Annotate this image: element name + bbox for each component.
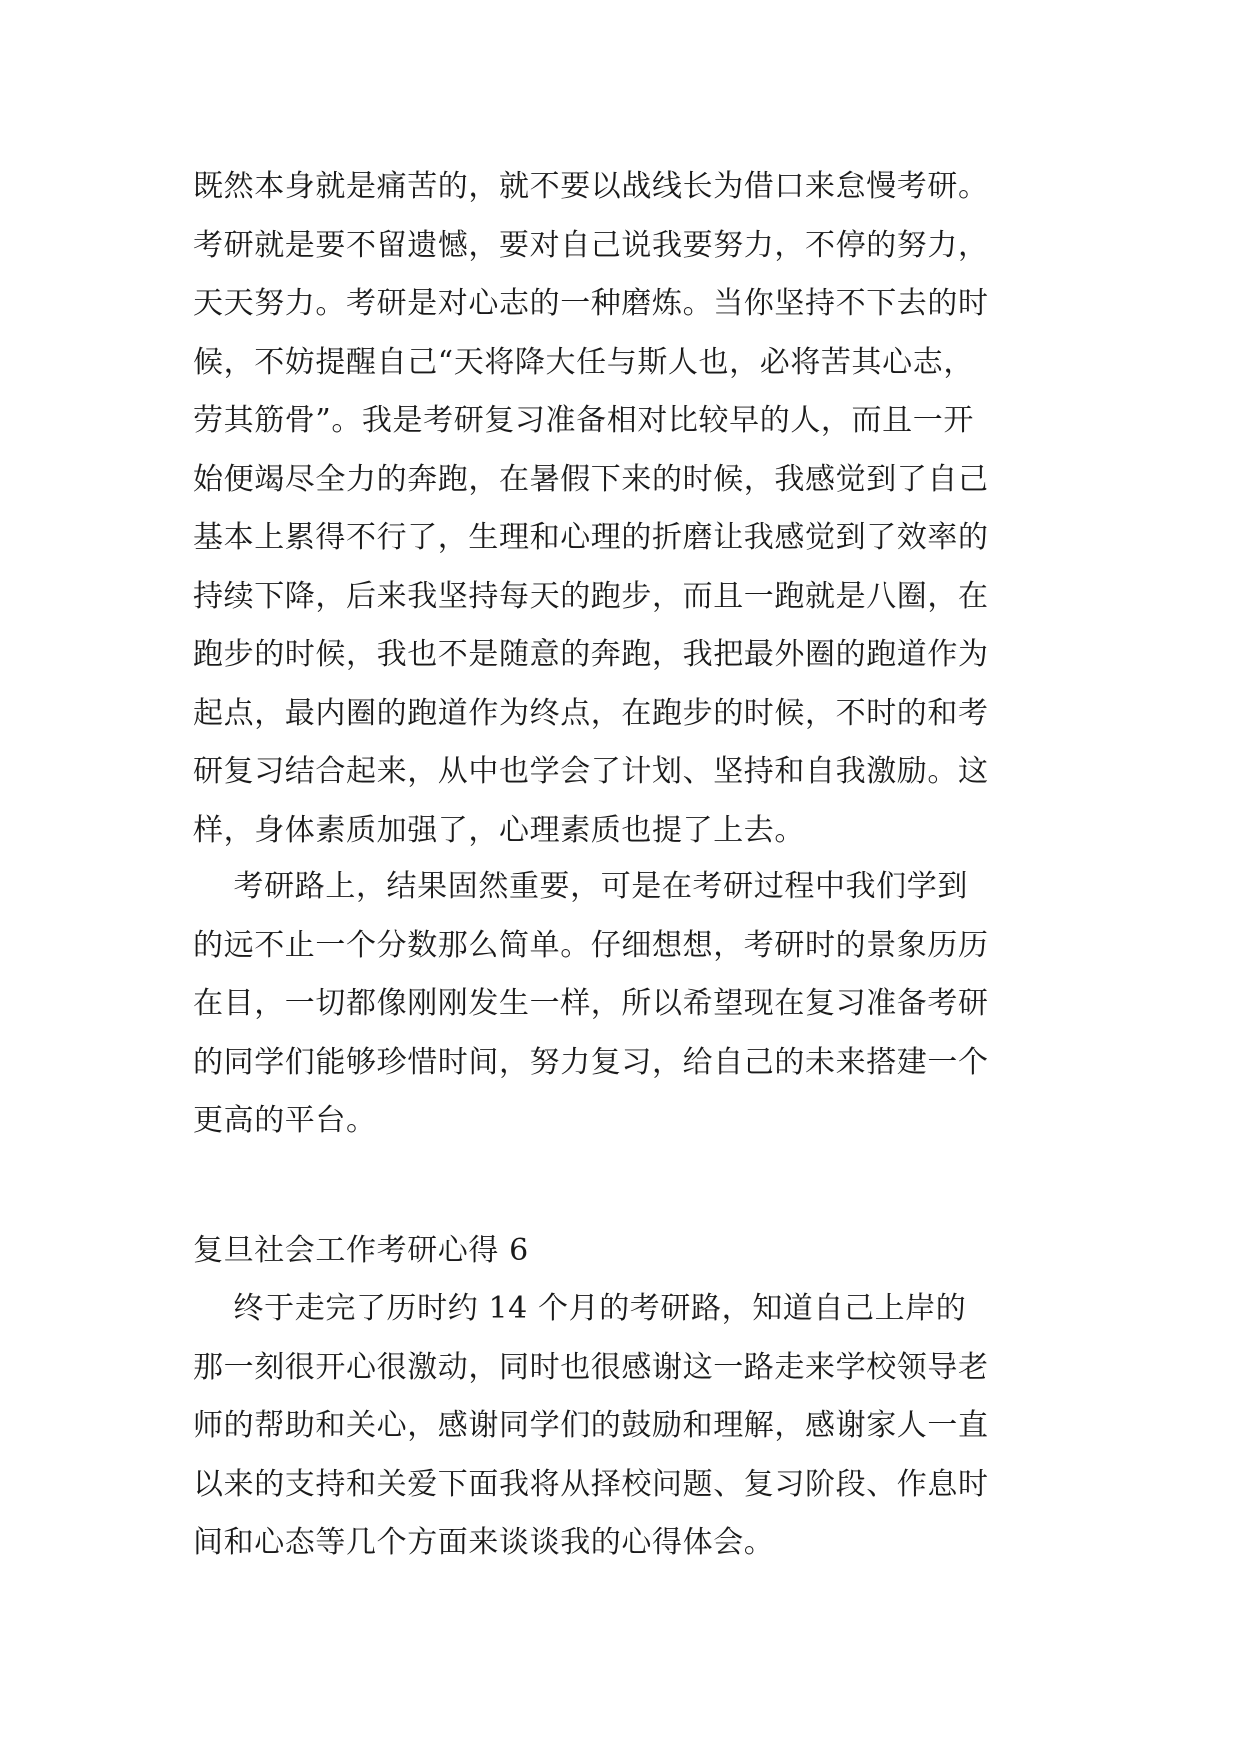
paragraph-2: 考研路上，结果固然重要，可是在考研过程中我们学到 的远不止一个分数那么简单。仔细想想，考研时的景象历历 在目，一切都像刚刚发生一样，所以希望现在复习准备考研 的同学们能够珍惜时间，努力复习，给自己的未来搭建一个 更高的平台。 [193, 869, 989, 1138]
paragraph-1: 既然本身就是痛苦的，就不要以战线长为借口来怠慢考研。 考研就是要不留遗憾，要对自己说我要努力，不停的努力， 天天努力。考研是对心志的一种磨炼。当你坚持不下去的时 候，不妨提醒自己“天将降大任与斯人也，必将苦其心志， 劳其筋骨”。我是考研复习准备相对比较早的人，而且一开 始便竭尽全力的奔跑，在暑假下来的时候，我感觉到了自己 基本上累得不行了，生理和心理的折磨让我感觉到了效率的 持续下降，后来我坚持每天的跑步，而且一跑就是八圈，在 跑步的时候，我也不是随意的奔跑，我把最外圈的跑道作为 起点，最内圈的跑道作为终点，在跑步的时候，不时的和考 研复习结合起来，从中也学会了计划、坚持和自我激励。这 样，身体素质加强了，心理素质也提了上去。 [193, 169, 989, 848]
section-heading: 复旦社会工作考研心得 6 [193, 1233, 529, 1268]
paragraph-3: 终于走完了历时约 14 个月的考研路，知道自己上岸的 那一刻很开心很激动，同时也很感谢这一路走来学校领导老 师的帮助和关心，感谢同学们的鼓励和理解，感谢家人一直 以来的支持和关爱下面我将从择校问题、复习阶段、作息时 间和心态等几个方面来谈谈我的心得体会。 [193, 1291, 989, 1560]
